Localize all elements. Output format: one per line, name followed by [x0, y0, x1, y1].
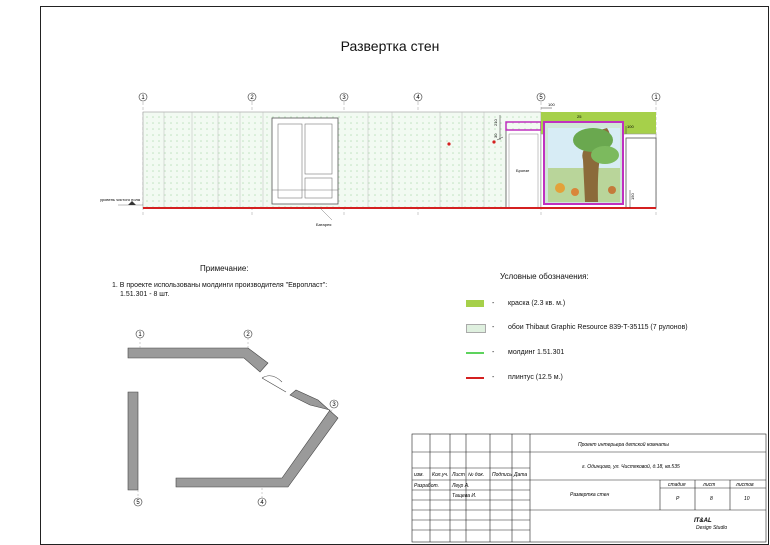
- legend-text-wallpaper: обои Thibaut Graphic Resource 839-T-35115 (7 рулонов): [508, 324, 688, 331]
- studio-logo: IT&AL: [694, 518, 712, 524]
- tb-header-kol: Кол.уч.: [432, 472, 449, 478]
- axis-1: 1: [141, 95, 145, 101]
- tb-name: Леур А.: [452, 483, 470, 489]
- tb-sheet-label: лист: [703, 482, 716, 488]
- plan-axis-2: 2: [246, 332, 250, 338]
- dim-100-right: 100: [627, 124, 634, 129]
- tb-header-doc: № док.: [468, 472, 485, 478]
- axis-3: 3: [342, 95, 346, 101]
- tb-header-date: Дата: [514, 472, 528, 478]
- plan-axis-1: 1: [138, 332, 142, 338]
- tb-header-list: Лист: [452, 472, 465, 478]
- legend-dash: -: [492, 300, 495, 307]
- studio-subtitle: Design Studio: [696, 525, 728, 531]
- axis-2: 2: [250, 95, 254, 101]
- tb-project: Проект интерьера детской комнаты: [578, 442, 669, 448]
- tb-role: Разработ.: [414, 483, 439, 489]
- door-label: Бронзе: [516, 168, 530, 173]
- dim-30: 30: [493, 133, 498, 138]
- tb-stage-label: стадия: [668, 482, 686, 488]
- tb-sheet: 8: [710, 496, 713, 502]
- legend-dash: -: [492, 374, 495, 381]
- legend-text-moulding: молдинг 1.51.301: [508, 349, 565, 356]
- legend-text-baseboard: плинтус (12.5 м.): [508, 374, 563, 381]
- drawing-title: Развертка стен: [340, 38, 440, 54]
- legend-dash: -: [492, 349, 495, 356]
- radiator-note: Батарея: [316, 222, 332, 227]
- plan-axis-5: 5: [136, 500, 140, 506]
- plan-axis-3: 3: [332, 402, 336, 408]
- dim-100-top: 100: [548, 102, 555, 107]
- axis-1-end: 1: [654, 95, 658, 101]
- plan-axis-4: 4: [260, 500, 264, 506]
- notes-line-2: 1.51.301 - 8 шт.: [120, 291, 170, 298]
- axis-4: 4: [416, 95, 420, 101]
- notes-heading: Примечание:: [200, 264, 249, 273]
- legend-text-paint: краска (2.3 кв. м.): [508, 300, 566, 307]
- legend-dash: -: [492, 324, 495, 331]
- tb-address: г. Одинцово, ул. Чистяковой, д.18, кв.535: [582, 464, 680, 470]
- tb-stage: Р: [676, 496, 680, 502]
- dim-150: 150: [630, 193, 635, 200]
- dim-25: 25: [577, 114, 582, 119]
- tb-sheets-label: листов: [736, 482, 754, 488]
- notes-line-1: 1. В проекте использованы молдинги производителя "Европласт":: [112, 282, 328, 289]
- tb-name: Тащева И.: [452, 493, 477, 499]
- tb-header-izm: изм.: [414, 472, 424, 478]
- level-note: уровень чистого пола: [100, 197, 141, 202]
- tb-sheet-title: Развертка стен: [570, 492, 610, 498]
- tb-sheets: 10: [744, 496, 750, 502]
- legend-heading: Условные обозначения:: [500, 272, 589, 281]
- tb-header-sign: Подпись: [492, 472, 512, 478]
- axis-5: 5: [539, 95, 543, 101]
- dim-210: 210: [493, 119, 498, 126]
